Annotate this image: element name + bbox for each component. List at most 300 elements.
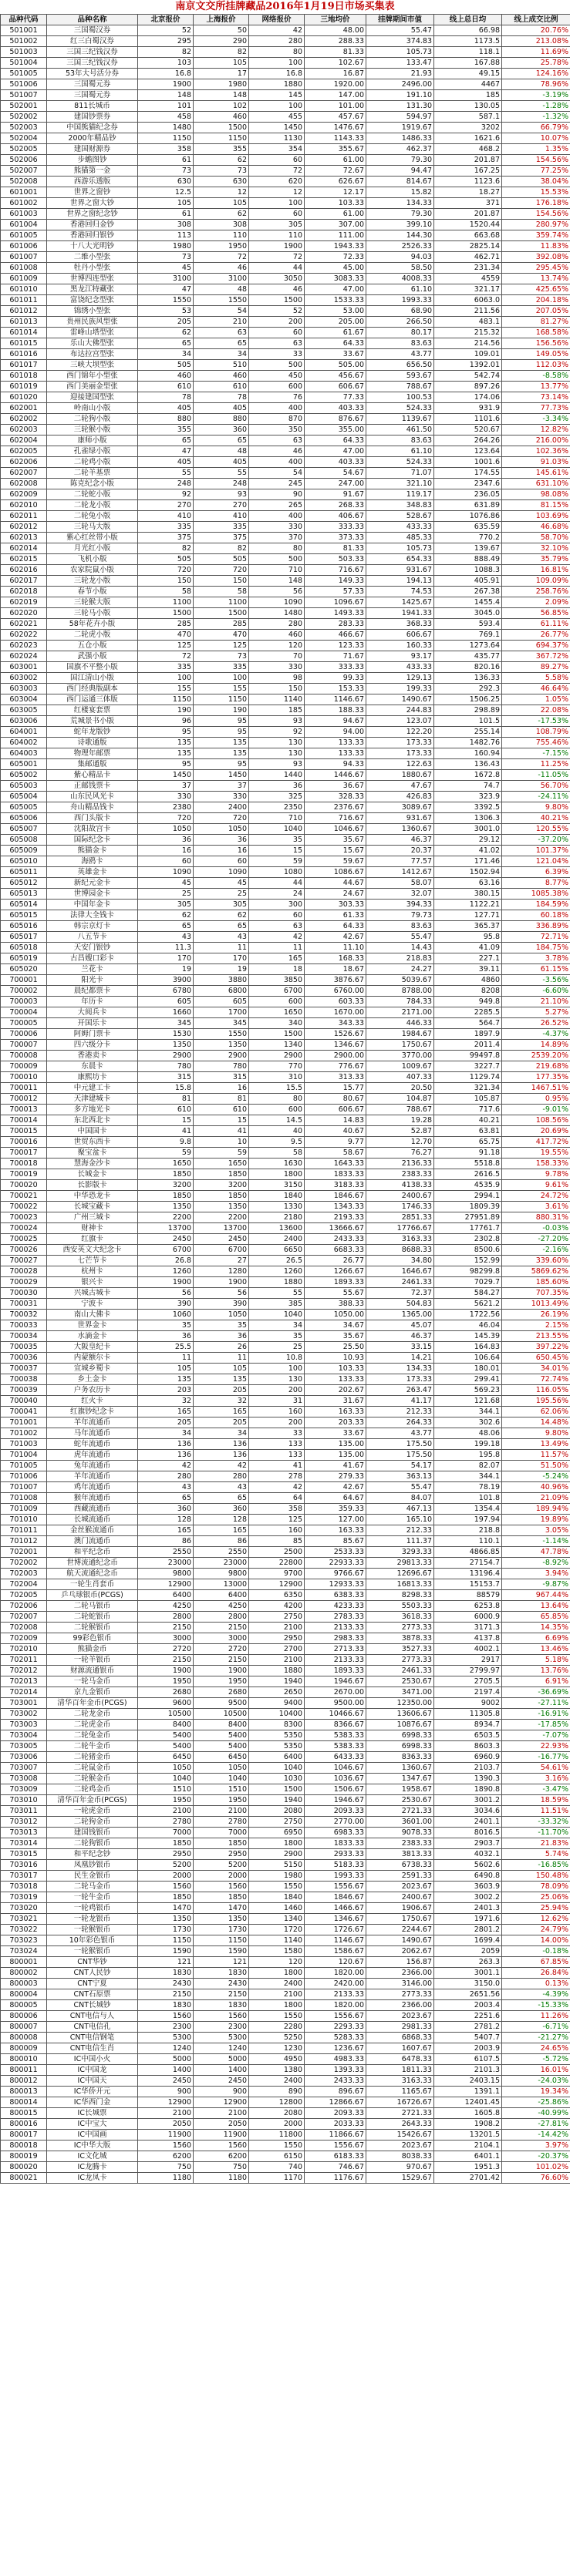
- cell-online-daily: 593.4: [434, 619, 502, 630]
- header-listing-value: 挂牌期间市值: [366, 15, 434, 25]
- cell-online-daily: 2799.97: [434, 1666, 502, 1676]
- cell-ratio: -27.20%: [502, 1234, 570, 1245]
- cell-ratio: 65.85%: [502, 1612, 570, 1623]
- cell-code: 700007: [1, 1040, 47, 1051]
- cell-name: CNT石原票: [47, 1989, 138, 2000]
- cell-listing-value: 2530.67: [366, 1676, 434, 1687]
- table-header-row: [1, 15, 570, 25]
- cell-beijing: 2780: [138, 1817, 194, 1828]
- cell-beijing: 61: [138, 155, 194, 166]
- table-row: [1, 123, 570, 133]
- cell-beijing: 1150: [138, 1935, 194, 1946]
- cell-name: 兰花卡: [47, 964, 138, 975]
- cell-ratio: 168.58%: [502, 328, 570, 338]
- cell-beijing: 2300: [138, 2022, 194, 2033]
- cell-shanghai: 1950: [194, 1795, 249, 1806]
- cell-shanghai: 345: [194, 1018, 249, 1029]
- cell-beijing: 190: [138, 705, 194, 716]
- cell-listing-value: 4008.33: [366, 274, 434, 284]
- cell-ratio: 204.18%: [502, 295, 570, 306]
- cell-name: 香港回归金钞: [47, 220, 138, 230]
- cell-name: 多方地光卡: [47, 1105, 138, 1115]
- cell-code: 800005: [1, 2000, 47, 2011]
- cell-online: 278: [249, 1471, 305, 1482]
- cell-online: 2500: [249, 1547, 305, 1558]
- cell-code: 604002: [1, 738, 47, 748]
- cell-online-daily: 1506.25: [434, 694, 502, 705]
- cell-code: 602018: [1, 587, 47, 597]
- cell-ratio: 16.01%: [502, 2065, 570, 2076]
- cell-beijing: 345: [138, 1018, 194, 1029]
- cell-online: 460: [249, 630, 305, 641]
- cell-listing-value: 131.30: [366, 101, 434, 112]
- cell-online: 1380: [249, 2065, 305, 2076]
- cell-online-daily: 2347.6: [434, 479, 502, 489]
- cell-shanghai: 2720: [194, 1644, 249, 1655]
- cell-online: 93: [249, 716, 305, 727]
- cell-online: 1460: [249, 1903, 305, 1914]
- cell-avg: 24.67: [305, 889, 366, 900]
- cell-online-daily: 201.87: [434, 209, 502, 220]
- cell-online: 100: [249, 58, 305, 69]
- cell-beijing: 11900: [138, 2130, 194, 2141]
- cell-listing-value: 122.20: [366, 727, 434, 738]
- cell-online: 6350: [249, 1590, 305, 1601]
- cell-avg: 333.33: [305, 522, 366, 533]
- cell-online-daily: 769.1: [434, 630, 502, 641]
- cell-listing-value: 244.83: [366, 705, 434, 716]
- table-row: [1, 641, 570, 651]
- cell-online-daily: 564.7: [434, 1018, 502, 1029]
- cell-online: 300: [249, 900, 305, 910]
- table-row: [1, 705, 570, 716]
- cell-name: 二轮鼠金币: [47, 1763, 138, 1774]
- cell-online: 2080: [249, 2108, 305, 2119]
- cell-online: 870: [249, 414, 305, 425]
- cell-shanghai: 16: [194, 1083, 249, 1094]
- cell-avg: 58.67: [305, 1148, 366, 1159]
- cell-beijing: 8400: [138, 1720, 194, 1730]
- cell-online: 1800: [249, 1968, 305, 1979]
- cell-online-daily: 292.3: [434, 684, 502, 694]
- cell-ratio: 78.96%: [502, 79, 570, 90]
- cell-name: 凤凰钞银币: [47, 1860, 138, 1871]
- table-row: [1, 338, 570, 349]
- cell-online: 2950: [249, 1633, 305, 1644]
- cell-name: 世界之窗大钞: [47, 198, 138, 209]
- cell-listing-value: 2773.33: [366, 1989, 434, 2000]
- cell-beijing: 150: [138, 576, 194, 587]
- table-row: [1, 802, 570, 813]
- cell-online-daily: 405.91: [434, 576, 502, 587]
- cell-ratio: 34.01%: [502, 1364, 570, 1374]
- table-row: [1, 144, 570, 155]
- cell-beijing: 2680: [138, 1687, 194, 1698]
- cell-shanghai: 605: [194, 997, 249, 1007]
- cell-shanghai: 6400: [194, 1590, 249, 1601]
- table-row: [1, 1051, 570, 1061]
- cell-ratio: 26.19%: [502, 1310, 570, 1320]
- cell-shanghai: 2100: [194, 1806, 249, 1817]
- table-row: [1, 1558, 570, 1569]
- cell-avg: 64.33: [305, 338, 366, 349]
- cell-online-daily: 4032.1: [434, 1849, 502, 1860]
- cell-listing-value: 321.10: [366, 479, 434, 489]
- cell-name: 布达拉宫型张: [47, 349, 138, 360]
- cell-code: 700036: [1, 1353, 47, 1364]
- table-row: [1, 1687, 570, 1698]
- cell-listing-value: 32.07: [366, 889, 434, 900]
- cell-listing-value: 504.83: [366, 1299, 434, 1310]
- cell-beijing: 113: [138, 230, 194, 241]
- cell-avg: 147.00: [305, 90, 366, 101]
- cell-shanghai: 2800: [194, 1612, 249, 1623]
- cell-listing-value: 1490.67: [366, 694, 434, 705]
- cell-listing-value: 368.33: [366, 619, 434, 630]
- table-row: [1, 1126, 570, 1137]
- cell-ratio: -16.85%: [502, 1860, 570, 1871]
- table-row: [1, 112, 570, 123]
- cell-online: 740: [249, 2162, 305, 2173]
- cell-name: 一轮虎金币: [47, 1806, 138, 1817]
- cell-name: 熊猫第一金: [47, 166, 138, 177]
- cell-online-daily: 3045.0: [434, 608, 502, 619]
- cell-avg: 1943.33: [305, 241, 366, 252]
- cell-online-daily: 49.15: [434, 69, 502, 79]
- cell-listing-value: 462.37: [366, 144, 434, 155]
- cell-ratio: 76.60%: [502, 2173, 570, 2184]
- cell-beijing: 101: [138, 101, 194, 112]
- cell-listing-value: 8788.00: [366, 986, 434, 997]
- table-row: [1, 2173, 570, 2184]
- cell-beijing: 34: [138, 1428, 194, 1439]
- cell-online: 200: [249, 1417, 305, 1428]
- cell-ratio: 13.77%: [502, 382, 570, 392]
- cell-code: 700009: [1, 1061, 47, 1072]
- cell-ratio: 3.05%: [502, 1525, 570, 1536]
- cell-name: 世贸东西卡: [47, 1137, 138, 1148]
- table-row: [1, 230, 570, 241]
- cell-ratio: -11.05%: [502, 770, 570, 781]
- cell-avg: 123.33: [305, 641, 366, 651]
- cell-online: 280: [249, 36, 305, 47]
- cell-name: 二轮马金币: [47, 1882, 138, 1892]
- cell-online: 12800: [249, 2097, 305, 2108]
- cell-ratio: 189.94%: [502, 1504, 570, 1515]
- cell-online-daily: 344.1: [434, 1471, 502, 1482]
- table-row: [1, 1569, 570, 1579]
- table-row: [1, 1579, 570, 1590]
- cell-online: 10400: [249, 1709, 305, 1720]
- cell-listing-value: 2383.33: [366, 1169, 434, 1180]
- cell-avg: 1556.67: [305, 2011, 366, 2022]
- cell-code: 701006: [1, 1471, 47, 1482]
- cell-beijing: 105: [138, 198, 194, 209]
- cell-beijing: 65: [138, 435, 194, 446]
- cell-beijing: 5400: [138, 1741, 194, 1752]
- cell-shanghai: 5300: [194, 2033, 249, 2043]
- cell-code: 702001: [1, 1547, 47, 1558]
- cell-shanghai: 34: [194, 349, 249, 360]
- table-row: [1, 738, 570, 748]
- cell-code: 700015: [1, 1126, 47, 1137]
- cell-code: 700006: [1, 1029, 47, 1040]
- cell-shanghai: 128: [194, 1515, 249, 1525]
- cell-code: 702005: [1, 1590, 47, 1601]
- cell-online: 54: [249, 468, 305, 479]
- cell-avg: 406.67: [305, 511, 366, 522]
- cell-code: 702008: [1, 1623, 47, 1633]
- cell-code: 602013: [1, 533, 47, 543]
- table-row: [1, 457, 570, 468]
- cell-listing-value: 461.50: [366, 425, 434, 435]
- cell-name: 东晨卡: [47, 1061, 138, 1072]
- cell-code: 800018: [1, 2141, 47, 2151]
- cell-online-daily: 1123.6: [434, 177, 502, 187]
- cell-online-daily: 2101.3: [434, 2065, 502, 2076]
- cell-shanghai: 60: [194, 856, 249, 867]
- cell-avg: 47.00: [305, 446, 366, 457]
- cell-avg: 1493.33: [305, 608, 366, 619]
- cell-ratio: 11.57%: [502, 1450, 570, 1461]
- cell-beijing: 1050: [138, 1763, 194, 1774]
- cell-code: 602017: [1, 576, 47, 587]
- cell-shanghai: 2780: [194, 1817, 249, 1828]
- table-row: [1, 317, 570, 328]
- cell-online-daily: 897.26: [434, 382, 502, 392]
- cell-listing-value: 6998.33: [366, 1741, 434, 1752]
- table-row: [1, 2022, 570, 2033]
- cell-listing-value: 218.83: [366, 953, 434, 964]
- cell-ratio: 0.95%: [502, 1094, 570, 1105]
- cell-name: 康熙坊卡: [47, 1072, 138, 1083]
- cell-online-daily: 105.87: [434, 1094, 502, 1105]
- cell-beijing: 360: [138, 1504, 194, 1515]
- cell-listing-value: 433.33: [366, 522, 434, 533]
- cell-shanghai: 1560: [194, 1882, 249, 1892]
- table-row: [1, 1860, 570, 1871]
- cell-code: 700016: [1, 1137, 47, 1148]
- cell-online: 10.8: [249, 1353, 305, 1364]
- cell-ratio: 89.27%: [502, 662, 570, 673]
- cell-code: 701007: [1, 1482, 47, 1493]
- cell-beijing: 505: [138, 554, 194, 565]
- cell-listing-value: 264.33: [366, 1417, 434, 1428]
- cell-listing-value: 528.67: [366, 511, 434, 522]
- cell-avg: 5283.33: [305, 2033, 366, 2043]
- cell-listing-value: 16813.33: [366, 1579, 434, 1590]
- cell-avg: 55.67: [305, 1288, 366, 1299]
- cell-code: 602023: [1, 641, 47, 651]
- cell-online-daily: 9002: [434, 1698, 502, 1709]
- cell-avg: 1946.67: [305, 1795, 366, 1806]
- cell-online: 500: [249, 554, 305, 565]
- table-row: [1, 684, 570, 694]
- cell-listing-value: 8038.33: [366, 2151, 434, 2162]
- cell-name: IC中国小火: [47, 2054, 138, 2065]
- cell-ratio: 425.65%: [502, 284, 570, 295]
- cell-online-daily: 6063.0: [434, 295, 502, 306]
- cell-code: 603005: [1, 705, 47, 716]
- cell-listing-value: 15426.67: [366, 2130, 434, 2141]
- cell-online-daily: 1502.94: [434, 867, 502, 878]
- cell-beijing: 248: [138, 479, 194, 489]
- cell-ratio: 5869.62%: [502, 1266, 570, 1277]
- cell-listing-value: 1906.67: [366, 1903, 434, 1914]
- cell-avg: 2093.33: [305, 2108, 366, 2119]
- table-row: [1, 1515, 570, 1525]
- cell-listing-value: 160.33: [366, 641, 434, 651]
- cell-listing-value: 485.33: [366, 533, 434, 543]
- cell-listing-value: 1984.67: [366, 1029, 434, 1040]
- cell-ratio: -2.16%: [502, 1245, 570, 1256]
- cell-name: 慧海金沙卡: [47, 1159, 138, 1169]
- cell-name: 58年花卉小版: [47, 619, 138, 630]
- cell-shanghai: 610: [194, 382, 249, 392]
- cell-beijing: 165: [138, 1525, 194, 1536]
- table-row: [1, 1288, 570, 1299]
- cell-listing-value: 1529.67: [366, 2173, 434, 2184]
- cell-online: 1260: [249, 1266, 305, 1277]
- table-row: [1, 900, 570, 910]
- cell-beijing: 19: [138, 964, 194, 975]
- cell-shanghai: 1850: [194, 1838, 249, 1849]
- cell-avg: 303.33: [305, 900, 366, 910]
- cell-name: 三轮龙小版: [47, 576, 138, 587]
- cell-online: 15: [249, 846, 305, 856]
- cell-listing-value: 24.27: [366, 964, 434, 975]
- cell-beijing: 47: [138, 284, 194, 295]
- cell-ratio: 101.02%: [502, 2162, 570, 2173]
- cell-avg: 153.33: [305, 684, 366, 694]
- cell-avg: 31.67: [305, 1396, 366, 1407]
- table-row: [1, 1612, 570, 1623]
- cell-code: 603002: [1, 673, 47, 684]
- cell-avg: 1096.67: [305, 597, 366, 608]
- cell-avg: 1846.67: [305, 1191, 366, 1202]
- cell-listing-value: 54.17: [366, 1461, 434, 1471]
- cell-name: 一轮猴银币: [47, 1925, 138, 1935]
- cell-shanghai: 32: [194, 1396, 249, 1407]
- cell-name: 紫心精品卡: [47, 770, 138, 781]
- table-row: [1, 2087, 570, 2097]
- cell-name: CNT电信与人: [47, 2011, 138, 2022]
- cell-name: 英雄金卡: [47, 867, 138, 878]
- cell-listing-value: 2530.67: [366, 1795, 434, 1806]
- cell-avg: 1893.33: [305, 1277, 366, 1288]
- cell-shanghai: 2900: [194, 1051, 249, 1061]
- cell-online-daily: 321.17: [434, 284, 502, 295]
- cell-beijing: 1500: [138, 608, 194, 619]
- cell-beijing: 121: [138, 1957, 194, 1968]
- header-avg: 三地均价: [305, 15, 366, 25]
- cell-code: 601020: [1, 392, 47, 403]
- cell-avg: 2713.33: [305, 1644, 366, 1655]
- cell-code: 701004: [1, 1450, 47, 1461]
- cell-avg: 127.00: [305, 1515, 366, 1525]
- cell-beijing: 2150: [138, 1623, 194, 1633]
- cell-shanghai: 16: [194, 846, 249, 856]
- cell-online-daily: 2903.7: [434, 1838, 502, 1849]
- table-row: [1, 846, 570, 856]
- cell-name: 农家院鼠小版: [47, 565, 138, 576]
- cell-name: 西游乐透版: [47, 177, 138, 187]
- cell-shanghai: 335: [194, 662, 249, 673]
- table-row: [1, 25, 570, 36]
- cell-online: 160: [249, 1407, 305, 1417]
- cell-online-daily: 663.68: [434, 230, 502, 241]
- cell-name: 锦绣小型张: [47, 306, 138, 317]
- cell-listing-value: 55.47: [366, 1482, 434, 1493]
- cell-online: 9400: [249, 1698, 305, 1709]
- cell-code: 700017: [1, 1148, 47, 1159]
- cell-code: 601017: [1, 360, 47, 371]
- table-row: [1, 608, 570, 619]
- cell-avg: 3876.67: [305, 975, 366, 986]
- cell-online: 42: [249, 25, 305, 36]
- cell-shanghai: 95: [194, 716, 249, 727]
- cell-code: 700028: [1, 1266, 47, 1277]
- cell-online: 600: [249, 997, 305, 1007]
- cell-ratio: 14.35%: [502, 1623, 570, 1633]
- cell-online-daily: 185: [434, 90, 502, 101]
- cell-name: 户务农历卡: [47, 1385, 138, 1396]
- cell-online-daily: 6000.9: [434, 1612, 502, 1623]
- cell-beijing: 470: [138, 630, 194, 641]
- cell-online: 1800: [249, 1169, 305, 1180]
- cell-online-daily: 6401.1: [434, 2151, 502, 2162]
- cell-beijing: 26.8: [138, 1256, 194, 1266]
- cell-avg: 168.33: [305, 953, 366, 964]
- cell-online-daily: 46.04: [434, 1320, 502, 1331]
- cell-ratio: -16.91%: [502, 1709, 570, 1720]
- cell-shanghai: 360: [194, 425, 249, 435]
- cell-beijing: 37: [138, 781, 194, 792]
- cell-beijing: 65: [138, 338, 194, 349]
- cell-ratio: 58.70%: [502, 533, 570, 543]
- table-row: [1, 1676, 570, 1687]
- cell-listing-value: 14.21: [366, 1353, 434, 1364]
- table-row: [1, 2043, 570, 2054]
- table-row: [1, 2011, 570, 2022]
- cell-online: 14.5: [249, 1115, 305, 1126]
- cell-ratio: 1085.38%: [502, 889, 570, 900]
- cell-shanghai: 1830: [194, 2000, 249, 2011]
- cell-code: 601018: [1, 371, 47, 382]
- cell-name: 99彩色银币: [47, 1633, 138, 1644]
- cell-listing-value: 374.83: [366, 36, 434, 47]
- cell-avg: 15.77: [305, 1083, 366, 1094]
- cell-beijing: 1980: [138, 241, 194, 252]
- cell-code: 605014: [1, 900, 47, 910]
- cell-avg: 1556.67: [305, 2141, 366, 2151]
- cell-shanghai: 1560: [194, 2011, 249, 2022]
- cell-name: IC中宝大: [47, 2119, 138, 2130]
- cell-avg: 6760.00: [305, 986, 366, 997]
- cell-online: 2400: [249, 1234, 305, 1245]
- cell-name: 二轮猪金币: [47, 1752, 138, 1763]
- cell-name: 新纪元金卡: [47, 878, 138, 889]
- table-row: [1, 209, 570, 220]
- cell-code: 602001: [1, 403, 47, 414]
- cell-online-daily: 101.5: [434, 716, 502, 727]
- table-row: [1, 1871, 570, 1882]
- table-row: [1, 997, 570, 1007]
- cell-listing-value: 1165.67: [366, 2087, 434, 2097]
- cell-name: 乡土金卡: [47, 1374, 138, 1385]
- cell-listing-value: 8298.33: [366, 1590, 434, 1601]
- cell-listing-value: 58.50: [366, 263, 434, 274]
